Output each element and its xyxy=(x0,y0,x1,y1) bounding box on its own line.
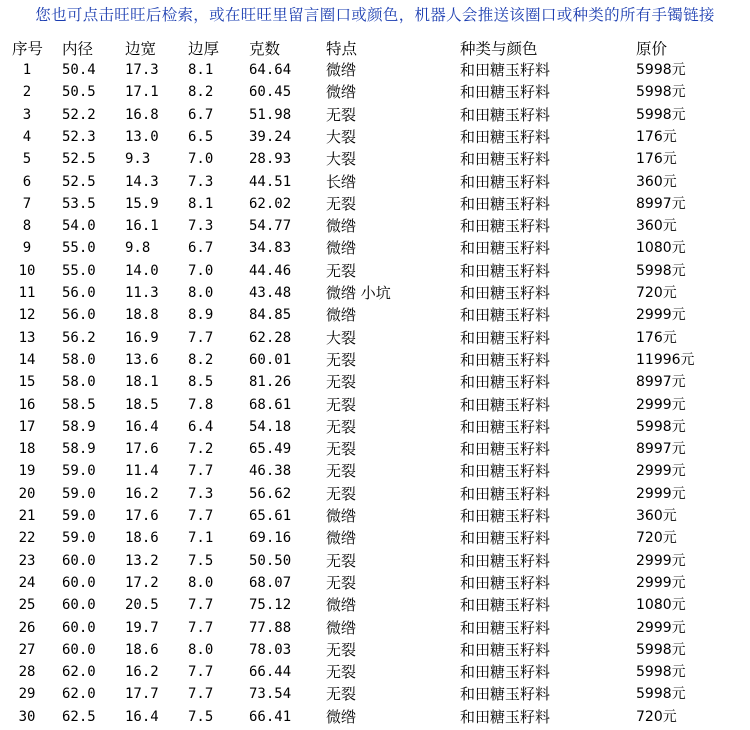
table-row xyxy=(0,148,750,170)
cell-inner-diameter: 50.5 xyxy=(62,84,96,101)
table-row xyxy=(0,59,750,81)
cell-weight: 64.64 xyxy=(249,62,292,78)
cell-features: 无裂 xyxy=(326,417,357,436)
cell-index: 11 xyxy=(18,285,36,301)
cell-inner-diameter: 60.0 xyxy=(62,619,96,636)
cell-inner-diameter: 62.0 xyxy=(62,664,96,681)
cell-band-width: 17.6 xyxy=(125,508,159,524)
table-row xyxy=(0,371,750,393)
cell-price: 5998元 xyxy=(636,664,686,681)
cell-type-color: 和田糖玉籽料 xyxy=(460,127,551,146)
cell-weight: 54.18 xyxy=(249,418,292,435)
cell-type-color: 和田糖玉籽料 xyxy=(460,462,551,481)
cell-type-color: 和田糖玉籽料 xyxy=(460,328,551,347)
table-row xyxy=(0,394,750,416)
cell-price: 8997元 xyxy=(636,374,686,391)
cell-weight: 69.16 xyxy=(249,530,292,547)
cell-index: 22 xyxy=(18,530,36,547)
cell-index: 5 xyxy=(22,151,32,168)
cell-band-thickness: 7.0 xyxy=(188,151,214,168)
cell-index: 28 xyxy=(18,664,36,681)
cell-band-thickness: 7.7 xyxy=(188,463,214,480)
cell-inner-diameter: 59.0 xyxy=(62,530,96,547)
cell-band-thickness: 7.5 xyxy=(188,708,214,725)
cell-band-width: 16.9 xyxy=(125,329,159,346)
cell-features: 微绺 xyxy=(326,239,357,258)
cell-features: 微绺 xyxy=(326,707,357,726)
cell-band-thickness: 8.9 xyxy=(188,307,214,324)
cell-features: 微绺 小坑 xyxy=(326,284,391,302)
cell-band-thickness: 8.1 xyxy=(188,195,214,212)
cell-index: 9 xyxy=(22,240,32,257)
cell-inner-diameter: 52.3 xyxy=(62,128,96,145)
cell-weight: 73.54 xyxy=(249,686,292,703)
cell-type-color: 和田糖玉籽料 xyxy=(460,105,551,124)
cell-index: 13 xyxy=(18,329,36,346)
cell-type-color: 和田糖玉籽料 xyxy=(460,529,551,548)
cell-features: 无裂 xyxy=(326,194,357,213)
cell-inner-diameter: 58.9 xyxy=(62,441,96,458)
cell-weight: 44.51 xyxy=(249,173,292,190)
table-row xyxy=(0,104,750,126)
cell-index: 14 xyxy=(18,351,36,368)
cell-features: 无裂 xyxy=(326,462,357,481)
cell-weight: 62.28 xyxy=(249,329,292,346)
cell-price: 8997元 xyxy=(636,441,686,458)
header-price: 原价 xyxy=(636,40,668,58)
cell-band-thickness: 8.0 xyxy=(188,574,214,591)
cell-type-color: 和田糖玉籽料 xyxy=(460,707,551,726)
cell-type-color: 和田糖玉籽料 xyxy=(460,596,551,615)
cell-index: 25 xyxy=(18,597,36,614)
cell-features: 无裂 xyxy=(326,261,357,280)
cell-price: 2999元 xyxy=(636,552,686,569)
cell-band-thickness: 8.2 xyxy=(188,84,214,101)
cell-features: 大裂 xyxy=(326,328,357,347)
table-row xyxy=(0,683,750,705)
cell-band-thickness: 7.3 xyxy=(188,485,214,502)
cell-index: 27 xyxy=(18,641,36,658)
header-weight: 克数 xyxy=(249,40,281,58)
table-row xyxy=(0,550,750,572)
cell-type-color: 和田糖玉籽料 xyxy=(460,61,551,79)
cell-type-color: 和田糖玉籽料 xyxy=(460,284,551,302)
cell-price: 2999元 xyxy=(636,463,686,480)
cell-price: 2999元 xyxy=(636,574,686,591)
cell-index: 17 xyxy=(18,418,36,435)
cell-price: 5998元 xyxy=(636,418,686,435)
cell-weight: 44.46 xyxy=(249,262,292,279)
cell-band-width: 15.9 xyxy=(125,195,159,212)
cell-features: 微绺 xyxy=(326,618,357,637)
cell-type-color: 和田糖玉籽料 xyxy=(460,663,551,682)
cell-band-thickness: 6.4 xyxy=(188,418,214,435)
table-header xyxy=(0,38,750,60)
cell-type-color: 和田糖玉籽料 xyxy=(460,551,551,570)
cell-band-width: 16.8 xyxy=(125,106,159,123)
cell-features: 微绺 xyxy=(326,83,357,102)
cell-type-color: 和田糖玉籽料 xyxy=(460,373,551,392)
cell-weight: 77.88 xyxy=(249,619,292,636)
table-row xyxy=(0,438,750,460)
cell-features: 微绺 xyxy=(326,507,357,525)
cell-index: 6 xyxy=(22,173,32,190)
cell-features: 无裂 xyxy=(326,551,357,570)
cell-weight: 46.38 xyxy=(249,463,292,480)
cell-features: 无裂 xyxy=(326,395,357,414)
header-index: 序号 xyxy=(12,40,44,58)
cell-weight: 68.07 xyxy=(249,574,292,591)
cell-index: 16 xyxy=(18,396,36,413)
cell-weight: 50.50 xyxy=(249,552,292,569)
cell-inner-diameter: 55.0 xyxy=(62,262,96,279)
table-row xyxy=(0,505,750,527)
cell-type-color: 和田糖玉籽料 xyxy=(460,239,551,258)
cell-type-color: 和田糖玉籽料 xyxy=(460,685,551,704)
cell-price: 720元 xyxy=(636,708,677,725)
cell-inner-diameter: 55.0 xyxy=(62,240,96,257)
table-row xyxy=(0,594,750,616)
cell-price: 5998元 xyxy=(636,106,686,123)
cell-band-width: 14.0 xyxy=(125,262,159,279)
cell-band-width: 11.4 xyxy=(125,463,159,480)
cell-type-color: 和田糖玉籽料 xyxy=(460,640,551,659)
cell-weight: 39.24 xyxy=(249,128,292,145)
cell-type-color: 和田糖玉籽料 xyxy=(460,306,551,325)
cell-band-thickness: 7.2 xyxy=(188,441,214,458)
cell-inner-diameter: 60.0 xyxy=(62,641,96,658)
cell-inner-diameter: 56.0 xyxy=(62,307,96,324)
table-row xyxy=(0,215,750,237)
table-row xyxy=(0,706,750,728)
cell-price: 5998元 xyxy=(636,641,686,658)
cell-price: 2999元 xyxy=(636,307,686,324)
cell-price: 2999元 xyxy=(636,396,686,413)
cell-price: 1080元 xyxy=(636,597,686,614)
cell-features: 无裂 xyxy=(326,484,357,503)
cell-band-width: 18.6 xyxy=(125,641,159,658)
cell-weight: 56.62 xyxy=(249,485,292,502)
cell-type-color: 和田糖玉籽料 xyxy=(460,618,551,637)
table-row xyxy=(0,483,750,505)
cell-weight: 75.12 xyxy=(249,597,292,614)
cell-price: 720元 xyxy=(636,285,677,301)
table-row xyxy=(0,260,750,282)
cell-inner-diameter: 62.5 xyxy=(62,708,96,725)
cell-band-width: 16.4 xyxy=(125,708,159,725)
cell-band-thickness: 7.7 xyxy=(188,686,214,703)
cell-index: 29 xyxy=(18,686,36,703)
cell-features: 无裂 xyxy=(326,685,357,704)
cell-inner-diameter: 59.0 xyxy=(62,508,96,524)
cell-weight: 60.01 xyxy=(249,351,292,368)
cell-price: 720元 xyxy=(636,530,677,547)
cell-band-thickness: 7.7 xyxy=(188,597,214,614)
notice-banner: 您也可点击旺旺后检索，或在旺旺里留言圈口或颜色，机器人会推送该圈口或种类的所有手镯链接 xyxy=(35,6,715,24)
cell-weight: 65.61 xyxy=(249,508,292,524)
cell-type-color: 和田糖玉籽料 xyxy=(460,217,551,236)
cell-type-color: 和田糖玉籽料 xyxy=(460,573,551,592)
cell-inner-diameter: 59.0 xyxy=(62,485,96,502)
header-type-color: 种类与颜色 xyxy=(460,40,538,58)
cell-index: 21 xyxy=(18,508,36,524)
cell-price: 5998元 xyxy=(636,262,686,279)
cell-band-thickness: 6.5 xyxy=(188,128,214,145)
cell-inner-diameter: 52.5 xyxy=(62,151,96,168)
cell-weight: 43.48 xyxy=(249,285,292,301)
cell-index: 19 xyxy=(18,463,36,480)
cell-weight: 66.44 xyxy=(249,664,292,681)
header-band-thickness: 边厚 xyxy=(188,40,220,58)
cell-type-color: 和田糖玉籽料 xyxy=(460,440,551,459)
cell-band-thickness: 7.8 xyxy=(188,396,214,413)
cell-index: 30 xyxy=(18,708,36,725)
header-band-width: 边宽 xyxy=(125,40,157,58)
cell-band-width: 17.7 xyxy=(125,686,159,703)
cell-type-color: 和田糖玉籽料 xyxy=(460,83,551,102)
cell-band-width: 13.6 xyxy=(125,351,159,368)
table-row xyxy=(0,416,750,438)
cell-features: 微绺 xyxy=(326,596,357,615)
cell-inner-diameter: 60.0 xyxy=(62,552,96,569)
cell-band-thickness: 8.2 xyxy=(188,351,214,368)
cell-inner-diameter: 58.0 xyxy=(62,374,96,391)
cell-inner-diameter: 62.0 xyxy=(62,686,96,703)
cell-index: 12 xyxy=(18,307,36,324)
cell-features: 无裂 xyxy=(326,640,357,659)
cell-band-width: 17.1 xyxy=(125,84,159,101)
table-row xyxy=(0,81,750,103)
cell-index: 23 xyxy=(18,552,36,569)
cell-features: 无裂 xyxy=(326,440,357,459)
cell-band-width: 17.6 xyxy=(125,441,159,458)
cell-price: 176元 xyxy=(636,329,677,346)
cell-weight: 84.85 xyxy=(249,307,292,324)
cell-band-width: 13.0 xyxy=(125,128,159,145)
cell-inner-diameter: 56.2 xyxy=(62,329,96,346)
cell-index: 3 xyxy=(22,106,32,123)
cell-type-color: 和田糖玉籽料 xyxy=(460,150,551,169)
cell-band-width: 14.3 xyxy=(125,173,159,190)
cell-band-width: 16.4 xyxy=(125,418,159,435)
cell-inner-diameter: 58.5 xyxy=(62,396,96,413)
cell-features: 无裂 xyxy=(326,105,357,124)
cell-index: 7 xyxy=(22,195,32,212)
cell-price: 360元 xyxy=(636,173,677,190)
cell-band-thickness: 7.5 xyxy=(188,552,214,569)
cell-features: 长绺 xyxy=(326,172,357,191)
cell-band-thickness: 7.0 xyxy=(188,262,214,279)
table-row xyxy=(0,617,750,639)
table-row xyxy=(0,327,750,349)
cell-inner-diameter: 56.0 xyxy=(62,285,96,301)
cell-type-color: 和田糖玉籽料 xyxy=(460,194,551,213)
cell-index: 4 xyxy=(22,128,32,145)
cell-band-width: 17.3 xyxy=(125,62,159,78)
cell-features: 无裂 xyxy=(326,373,357,392)
header-features: 特点 xyxy=(326,40,358,58)
cell-type-color: 和田糖玉籽料 xyxy=(460,507,551,525)
table-row xyxy=(0,349,750,371)
table-row xyxy=(0,304,750,326)
cell-index: 8 xyxy=(22,218,32,235)
cell-price: 2999元 xyxy=(636,485,686,502)
cell-band-thickness: 7.7 xyxy=(188,664,214,681)
cell-inner-diameter: 60.0 xyxy=(62,597,96,614)
cell-weight: 68.61 xyxy=(249,396,292,413)
cell-band-width: 13.2 xyxy=(125,552,159,569)
table-row xyxy=(0,572,750,594)
cell-type-color: 和田糖玉籽料 xyxy=(460,261,551,280)
cell-type-color: 和田糖玉籽料 xyxy=(460,172,551,191)
cell-inner-diameter: 52.5 xyxy=(62,173,96,190)
cell-index: 10 xyxy=(18,262,36,279)
cell-band-thickness: 7.1 xyxy=(188,530,214,547)
table-row xyxy=(0,171,750,193)
cell-band-width: 9.3 xyxy=(125,151,151,168)
cell-inner-diameter: 58.9 xyxy=(62,418,96,435)
cell-features: 微绺 xyxy=(326,61,357,79)
cell-band-thickness: 6.7 xyxy=(188,106,214,123)
cell-band-width: 16.2 xyxy=(125,664,159,681)
cell-price: 2999元 xyxy=(636,619,686,636)
cell-features: 微绺 xyxy=(326,217,357,236)
cell-price: 360元 xyxy=(636,508,677,524)
cell-features: 无裂 xyxy=(326,663,357,682)
cell-price: 5998元 xyxy=(636,84,686,101)
cell-band-width: 20.5 xyxy=(125,597,159,614)
cell-inner-diameter: 54.0 xyxy=(62,218,96,235)
cell-band-thickness: 7.7 xyxy=(188,329,214,346)
cell-inner-diameter: 53.5 xyxy=(62,195,96,212)
cell-inner-diameter: 50.4 xyxy=(62,62,96,78)
cell-inner-diameter: 59.0 xyxy=(62,463,96,480)
cell-weight: 62.02 xyxy=(249,195,292,212)
cell-band-thickness: 8.1 xyxy=(188,62,214,78)
table-row xyxy=(0,460,750,482)
header-inner-diameter: 内径 xyxy=(62,40,94,58)
cell-index: 15 xyxy=(18,374,36,391)
cell-band-width: 16.1 xyxy=(125,218,159,235)
table-row xyxy=(0,126,750,148)
cell-band-thickness: 7.7 xyxy=(188,508,214,524)
cell-band-width: 16.2 xyxy=(125,485,159,502)
cell-index: 24 xyxy=(18,574,36,591)
cell-price: 176元 xyxy=(636,128,677,145)
cell-index: 18 xyxy=(18,441,36,458)
cell-price: 5998元 xyxy=(636,686,686,703)
cell-weight: 34.83 xyxy=(249,240,292,257)
cell-band-width: 18.6 xyxy=(125,530,159,547)
cell-index: 2 xyxy=(22,84,32,101)
cell-weight: 51.98 xyxy=(249,106,292,123)
cell-band-width: 9.8 xyxy=(125,240,151,257)
cell-band-width: 18.8 xyxy=(125,307,159,324)
cell-band-width: 18.1 xyxy=(125,374,159,391)
cell-band-thickness: 8.0 xyxy=(188,285,214,301)
cell-features: 无裂 xyxy=(326,350,357,369)
cell-price: 8997元 xyxy=(636,195,686,212)
cell-price: 11996元 xyxy=(636,351,695,368)
cell-price: 5998元 xyxy=(636,62,686,78)
table-row xyxy=(0,639,750,661)
cell-weight: 60.45 xyxy=(249,84,292,101)
cell-weight: 66.41 xyxy=(249,708,292,725)
cell-type-color: 和田糖玉籽料 xyxy=(460,395,551,414)
cell-features: 微绺 xyxy=(326,306,357,325)
cell-band-thickness: 7.3 xyxy=(188,218,214,235)
cell-type-color: 和田糖玉籽料 xyxy=(460,484,551,503)
cell-inner-diameter: 58.0 xyxy=(62,351,96,368)
table-row xyxy=(0,527,750,549)
cell-features: 大裂 xyxy=(326,150,357,169)
cell-band-thickness: 7.3 xyxy=(188,173,214,190)
cell-weight: 78.03 xyxy=(249,641,292,658)
cell-band-thickness: 6.7 xyxy=(188,240,214,257)
cell-type-color: 和田糖玉籽料 xyxy=(460,417,551,436)
cell-band-thickness: 8.0 xyxy=(188,641,214,658)
cell-band-width: 11.3 xyxy=(125,285,159,301)
cell-features: 大裂 xyxy=(326,127,357,146)
cell-index: 20 xyxy=(18,485,36,502)
cell-weight: 28.93 xyxy=(249,151,292,168)
table-row xyxy=(0,282,750,304)
cell-index: 1 xyxy=(22,62,32,78)
table-row xyxy=(0,661,750,683)
cell-features: 微绺 xyxy=(326,529,357,548)
cell-index: 26 xyxy=(18,619,36,636)
cell-weight: 81.26 xyxy=(249,374,292,391)
cell-weight: 54.77 xyxy=(249,218,292,235)
cell-price: 1080元 xyxy=(636,240,686,257)
cell-inner-diameter: 52.2 xyxy=(62,106,96,123)
cell-inner-diameter: 60.0 xyxy=(62,574,96,591)
cell-band-width: 19.7 xyxy=(125,619,159,636)
cell-band-thickness: 8.5 xyxy=(188,374,214,391)
cell-weight: 65.49 xyxy=(249,441,292,458)
table-row xyxy=(0,193,750,215)
cell-band-width: 17.2 xyxy=(125,574,159,591)
cell-type-color: 和田糖玉籽料 xyxy=(460,350,551,369)
table-row xyxy=(0,237,750,259)
cell-band-thickness: 7.7 xyxy=(188,619,214,636)
cell-features: 无裂 xyxy=(326,573,357,592)
cell-band-width: 18.5 xyxy=(125,396,159,413)
cell-price: 176元 xyxy=(636,151,677,168)
cell-price: 360元 xyxy=(636,218,677,235)
